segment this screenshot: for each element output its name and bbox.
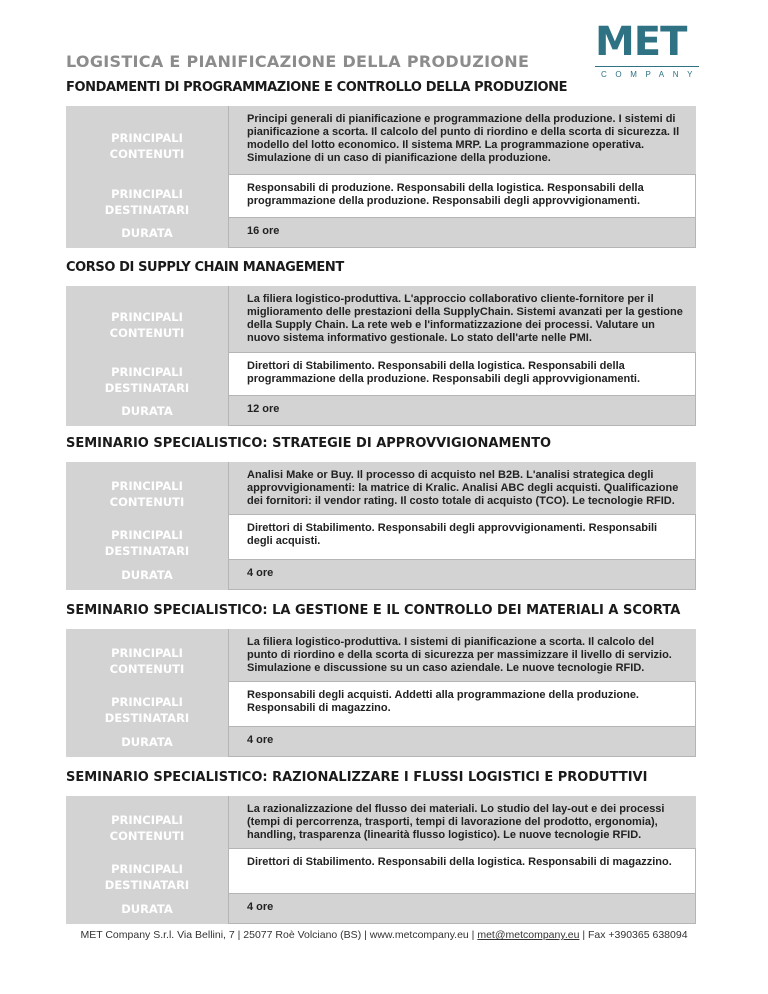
course-table [66,462,696,590]
course-table [66,629,696,757]
course-table [66,796,696,924]
destinatari-row [66,681,696,727]
footer-email-link[interactable]: met@metcompany.eu [477,929,580,941]
durata-value: 4 ore [228,560,696,590]
course-section-4 [66,601,696,757]
durata-row [66,894,696,924]
contenuti-value: Principi generali di pianificazione e programmazione della produzione. I sistemi di pianificazione a scorta. Il calcolo del punto di riordino e della scorta di sicurezza. Il modello del lotto economico. Il sistema MRP. La programmazione operativa. Simulazione di un caso di pianificazione della produzione. [228,106,696,174]
course-table [66,106,696,248]
contenuti-row [66,106,696,174]
contenuti-value: La filiera logistico-produttiva. L'approccio collaborativo cliente-fornitore per il miglioramento delle prestazioni della SupplyChain. Sistemi avanzati per la gestione della Supply Chain. La rete web e l'informatizzazione dei processi. Valutare un nuovo sistema informativo gestionale. Lo stato dell'arte nelle PMI. [228,286,696,352]
durata-label: DURATA [66,218,228,248]
destinatari-row [66,848,696,894]
footer [0,929,768,941]
section-title: SEMINARIO SPECIALISTICO: RAZIONALIZZARE I FLUSSI LOGISTICI E PRODUTTIVI [66,770,648,785]
durata-value: 16 ore [228,218,696,248]
durata-row [66,560,696,590]
destinatari-value: Direttori di Stabilimento. Responsabili della logistica. Responsabili della programmazione della produzione. Responsabili degli approvvigionamenti. [228,352,696,396]
course-section-1 [66,78,696,248]
durata-label: DURATA [66,894,228,924]
contenuti-row [66,462,696,514]
footer-fax: | Fax +390365 638094 [579,929,688,941]
destinatari-label: PRINCIPALI DESTINATARI [66,514,228,560]
destinatari-row [66,174,696,218]
logo-rule [595,66,699,67]
course-section-5 [66,768,696,924]
section-title: FONDAMENTI DI PROGRAMMAZIONE E CONTROLLO DELLA PRODUZIONE [66,80,568,95]
durata-value: 4 ore [228,727,696,757]
course-section-3 [66,434,696,590]
contenuti-label: PRINCIPALI CONTENUTI [66,106,228,174]
contenuti-row [66,796,696,848]
contenuti-label: PRINCIPALI CONTENUTI [66,462,228,514]
destinatari-row [66,352,696,396]
destinatari-label: PRINCIPALI DESTINATARI [66,681,228,727]
destinatari-label: PRINCIPALI DESTINATARI [66,174,228,218]
destinatari-value: Responsabili degli acquisti. Addetti alla programmazione della produzione. Responsabili di magazzino. [228,681,696,727]
logo-sub-text: COMPANY [601,70,702,79]
durata-label: DURATA [66,560,228,590]
contenuti-row [66,286,696,352]
destinatari-value: Responsabili di produzione. Responsabili della logistica. Responsabili della programmazione della produzione. Responsabili degli approvvigionamenti. [228,174,696,218]
destinatari-row [66,514,696,560]
course-section-2 [66,258,696,426]
course-table [66,286,696,426]
contenuti-row [66,629,696,681]
footer-address: MET Company S.r.l. Via Bellini, 7 | 25077 Roè Volciano (BS) | www.metcompany.eu | [80,929,478,941]
durata-row [66,218,696,248]
durata-label: DURATA [66,396,228,426]
contenuti-value: Analisi Make or Buy. Il processo di acquisto nel B2B. L'analisi strategica degli approvvigionamenti: la matrice di Kralic. Analisi ABC degli acquisti. Qualificazione dei fornitori: il vendor rating. Il costo totale di acquisto (TCO). Le tecnologie RFID. [228,462,696,514]
destinatari-label: PRINCIPALI DESTINATARI [66,352,228,396]
section-title: SEMINARIO SPECIALISTICO: STRATEGIE DI APPROVVIGIONAMENTO [66,436,552,451]
section-title: CORSO DI SUPPLY CHAIN MANAGEMENT [66,260,344,275]
durata-label: DURATA [66,727,228,757]
destinatari-label: PRINCIPALI DESTINATARI [66,848,228,894]
document-title: LOGISTICA E PIANIFICAZIONE DELLA PRODUZIONE [66,52,530,71]
contenuti-value: La razionalizzazione del flusso dei materiali. Lo studio del lay-out e dei processi (tempi di percorrenza, trasporti, tempi di lavorazione del prodotto, ergonomia), handling, trasparenza (linearità flusso logistico). Le nuove tecnologie RFID. [228,796,696,848]
contenuti-label: PRINCIPALI CONTENUTI [66,286,228,352]
contenuti-label: PRINCIPALI CONTENUTI [66,629,228,681]
contenuti-label: PRINCIPALI CONTENUTI [66,796,228,848]
met-company-logo [595,19,702,84]
destinatari-value: Direttori di Stabilimento. Responsabili degli approvvigionamenti. Responsabili degli acquisti. [228,514,696,560]
durata-value: 4 ore [228,894,696,924]
durata-value: 12 ore [228,396,696,426]
durata-row [66,727,696,757]
durata-row [66,396,696,426]
destinatari-value: Direttori di Stabilimento. Responsabili della logistica. Responsabili di magazzino. [228,848,696,894]
section-title: SEMINARIO SPECIALISTICO: LA GESTIONE E IL CONTROLLO DEI MATERIALI A SCORTA [66,603,681,618]
logo-main-text: MET [595,19,687,65]
contenuti-value: La filiera logistico-produttiva. I sistemi di pianificazione a scorta. Il calcolo del punto di riordino e della scorta di sicurezza per massimizzare il livello di servizio. Simulazione e discussione su un caso aziendale. Le nuove tecnologie RFID. [228,629,696,681]
